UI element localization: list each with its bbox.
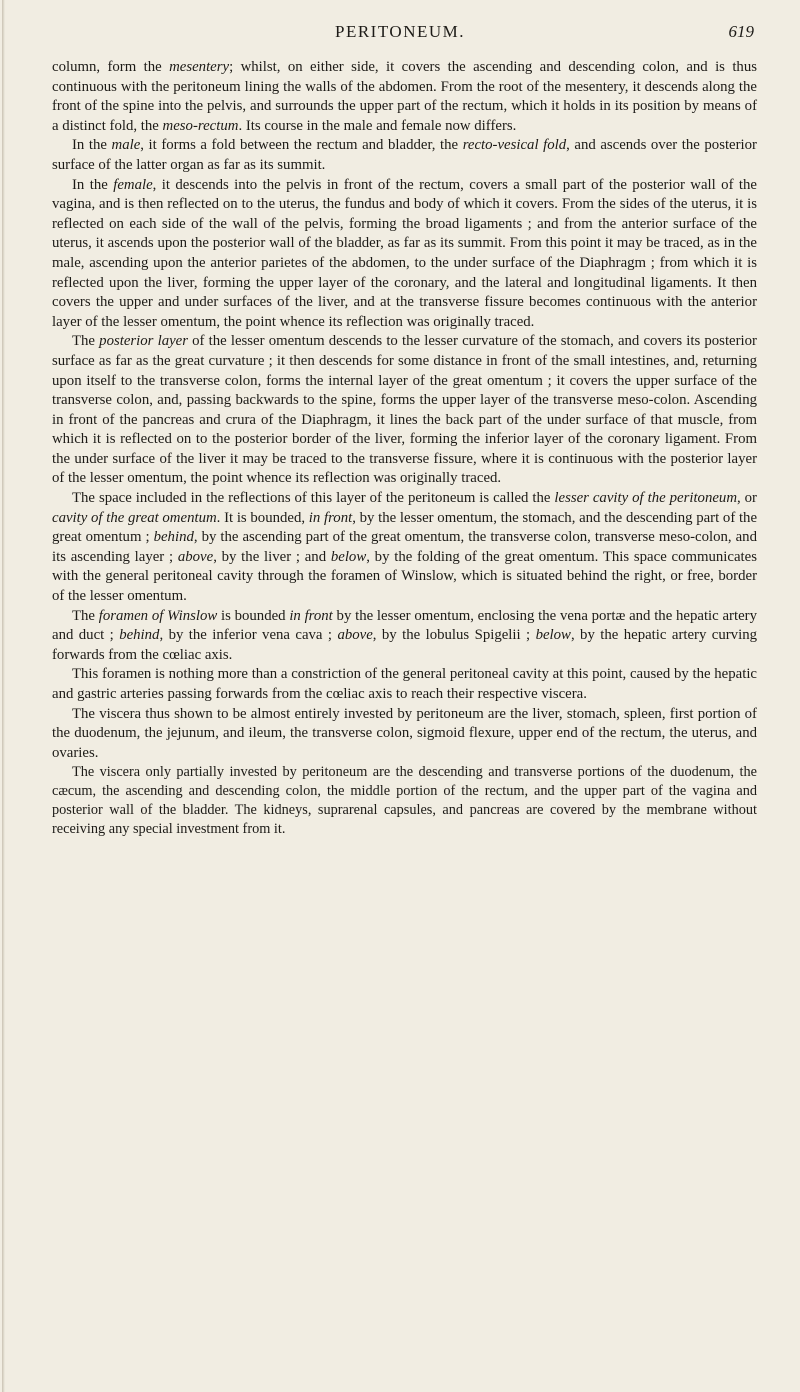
text-run: , by the hepatic artery curving forwards from the cœliac axis. xyxy=(52,627,757,663)
text-run: is bounded xyxy=(217,607,290,624)
page-number: 619 xyxy=(728,22,754,41)
paragraph-foramen-of-winslow xyxy=(52,607,757,666)
text-run: The xyxy=(72,607,99,624)
text-run: , by the liver ; and xyxy=(213,548,331,565)
text-run: of the lesser omentum descends to the lesser curvature of the stomach, and covers its posterior surface as far as the great curvature ; it then descends for some distance in front of the small intestines, and, returning upon itself to the transverse colon, forms the internal layer of the great omentum ; it covers the upper surface of the transverse colon, and, passing backwards to the spine, forms the upper layer of the transverse meso-colon. Ascending in front of the pancreas and crura of the Diaphragm, it lines the back part of the under surface of that muscle, from which it is reflected on to the posterior border of the liver, forming the inferior layer of the coronary ligament. From the under surface of the liver it may be traced to the transverse fissure, where it is continuous with the posterior layer of the lesser omentum, the point whence its reflection was originally traced. xyxy=(52,333,757,487)
paragraph-female xyxy=(52,176,757,333)
text-run: , and ascends over the posterior surface of the latter organ as far as its summit. xyxy=(52,137,757,173)
running-title: PERITONEUM. xyxy=(335,22,465,41)
italic-term: lesser cavity of the peritoneum xyxy=(554,490,738,507)
text-run: , or xyxy=(737,490,757,507)
italic-term: in front xyxy=(289,607,333,624)
text-run: , it descends into the pelvis in front of the rectum, covers a small part of the posterior wall of the vagina, and is then reflected on to the uterus, the fundus and body of which it covers. From the sides of the uterus, it is reflected on each side of the wall of the pelvis, forming the broad ligaments ; and from the anterior surface of the uterus, it ascends upon the posterior wall of the bladder, as far as its summit. From this point it may be traced, as in the male, ascending upon the anterior parietes of the abdomen, to the under surface of the Diaphragm ; from which it is reflected upon the liver, forming the upper layer of the coronary, and the lateral and longitudinal ligaments. It then covers the upper and under surfaces of the liver, and at the transverse fissure becomes continuous with the anterior layer of the lesser omentum, the point whence its reflection was originally traced. xyxy=(52,176,757,330)
italic-term: meso-rectum xyxy=(162,117,239,134)
italic-term: female xyxy=(113,176,153,193)
text-run: The xyxy=(72,333,100,350)
text-run: column, form the xyxy=(52,59,170,75)
paragraph-constriction xyxy=(52,665,757,704)
italic-term: above xyxy=(177,548,214,565)
text-run: . Its course in the male and female now differs. xyxy=(238,117,517,134)
text-run: . It is bounded, xyxy=(216,509,309,526)
italic-term: cavity of the great omentum xyxy=(52,509,217,526)
text-run: ; whilst, on either side, it covers the ascending and descending colon, and is thus continuous with the peritoneum lining the walls of the abdomen. From the root of the mesentery, it descends along the front of the spine into the pelvis, and surrounds the upper part of the rectum, which it holds in its position by means of a distinct fold, the xyxy=(52,59,757,134)
page-header xyxy=(0,22,800,48)
italic-term: behind xyxy=(153,529,194,546)
paragraph-partially-invested xyxy=(52,763,757,839)
text-run: , by the ascending part of the great omentum, the transverse colon, transverse meso-colon, and its ascending layer ; xyxy=(52,529,757,565)
italic-term: above xyxy=(337,627,373,644)
text-run: The space included in the reflections of this layer of the peritoneum is called the xyxy=(72,490,555,507)
text-run: , by the lobulus Spigelii ; xyxy=(372,627,536,644)
italic-term: below xyxy=(535,627,571,644)
italic-term: in front xyxy=(308,509,353,526)
text-run: This foramen is nothing more than a constriction of the general peritoneal cavity at this point, caused by the hepatic and gastric arteries passing forwards from the cœliac axis to reach their respective viscera. xyxy=(52,666,757,702)
text-run: , by the inferior vena cava ; xyxy=(159,627,338,644)
text-run: , by the lesser omentum, the stomach, and the descending part of the great omentum ; xyxy=(52,509,758,546)
text-run: by the lesser omentum, enclosing the vena portæ and the hepatic artery and duct ; xyxy=(52,607,757,644)
text-run: In the xyxy=(72,137,112,154)
paragraph-male xyxy=(52,136,757,175)
italic-term: male xyxy=(111,137,141,154)
text-run: , it forms a fold between the rectum and bladder, the xyxy=(140,137,463,154)
paragraph-lesser-cavity xyxy=(52,489,757,607)
paragraph-posterior-layer xyxy=(52,332,757,489)
italic-term: mesentery xyxy=(169,59,230,75)
italic-term: behind xyxy=(119,627,160,644)
italic-term: foramen of Winslow xyxy=(98,607,218,624)
text-run: The viscera only partially invested by peritoneum are the descending and transverse portions of the duodenum, the cæcum, the ascending and descending colon, the middle portion of the rectum, and the upper part of the vagina and posterior wall of the bladder. The kidneys, suprarenal capsules, and pancreas are covered by the membrane without receiving any special investment from it. xyxy=(52,764,757,838)
text-run: , by the folding of the great omentum. This space communicates with the general peritoneal cavity through the foramen of Winslow, which is situated behind the right, or free, border of the lesser omentum. xyxy=(52,548,757,605)
italic-term: recto-vesical fold xyxy=(462,137,567,154)
paragraph-invested-viscera xyxy=(52,705,757,764)
italic-term: posterior layer xyxy=(99,333,188,350)
page-edge-shadow xyxy=(2,0,5,1392)
paragraph-mesentery xyxy=(52,58,757,136)
body-text xyxy=(52,58,757,839)
text-run: In the xyxy=(72,176,114,193)
text-run: The viscera thus shown to be almost entirely invested by peritoneum are the liver, stomach, spleen, first portion of the duodenum, the jejunum, and ileum, the transverse colon, sigmoid flexure, upper end of the rectum, the uterus, and ovaries. xyxy=(52,705,757,761)
italic-term: below xyxy=(330,548,367,565)
